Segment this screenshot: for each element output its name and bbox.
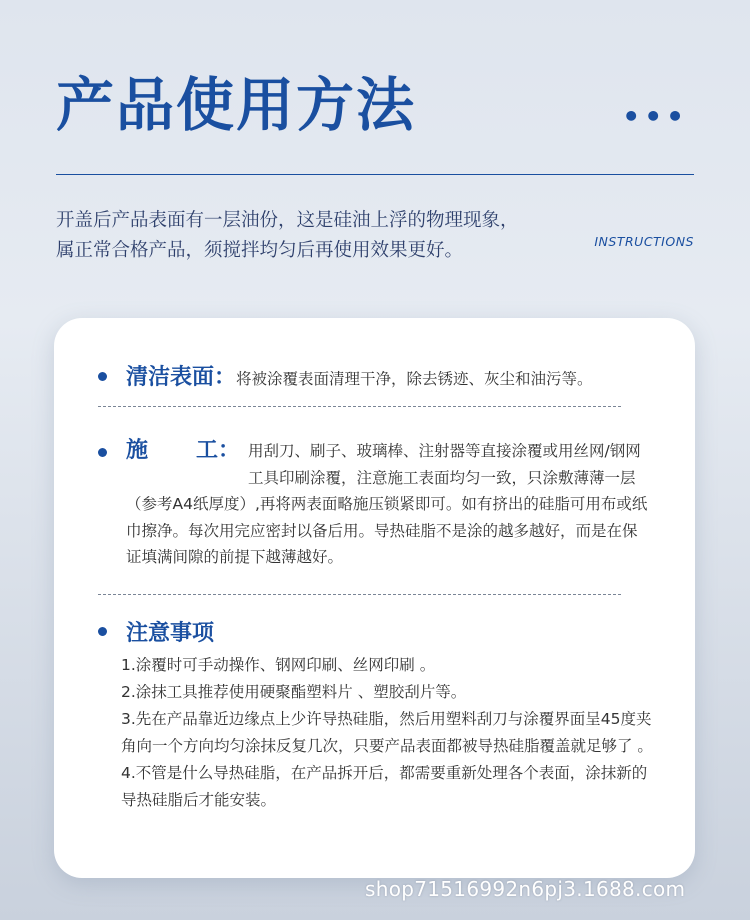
- section-divider: [98, 406, 621, 407]
- section-title: [126, 436, 240, 466]
- section-title-part: 施: [126, 438, 149, 463]
- notes-list: [121, 652, 657, 814]
- title-divider: [56, 174, 694, 175]
- section-title: 清洁表面：: [126, 365, 237, 390]
- bullet-icon: [98, 448, 107, 457]
- section-divider: [98, 594, 621, 595]
- list-item: 1.涂覆时可手动操作、钢网印刷、丝网印刷 。: [121, 656, 436, 674]
- bullet-icon: [98, 627, 107, 636]
- instructions-card: [54, 318, 695, 878]
- intro-line: 属正常合格产品，须搅拌均匀后再使用效果更好。: [56, 240, 464, 261]
- list-item: 3.先在产品靠近边缘点上少许导热硅脂，然后用塑料刮刀与涂覆界面呈45度夹角向一个方向均匀涂抹反复几次，只要产品表面都被导热硅脂覆盖就足够了 。: [121, 710, 653, 755]
- instructions-label: INSTRUCTIONS: [594, 234, 694, 249]
- list-item: 2.涂抹工具推荐使用硬聚酯塑料片 、塑胶刮片等。: [121, 683, 467, 701]
- intro-line: 开盖后产品表面有一层油份，这是硅油上浮的物理现象，: [56, 210, 519, 231]
- shop-watermark: shop71516992n6pj3.1688.com: [365, 877, 686, 901]
- bullet-icon: [98, 372, 107, 381]
- section-title: 注意事项: [126, 621, 215, 646]
- page-title: 产品使用方法: [56, 71, 417, 139]
- section-title-part: 工：: [196, 438, 241, 463]
- more-dots-icon: •••: [622, 100, 688, 133]
- section-body: 用刮刀、刷子、玻璃棒、注射器等直接涂覆或用丝网/钢网工具印刷涂覆，注意施工表面均匀一致，只涂敷薄薄一层（参考A4纸厚度）,再将两表面略施压锁紧即可。如有挤出的硅脂可用布或纸巾擦净。每次用完应密封以备后用。导热硅脂不是涂的越多越好，而是在保证填满间隙的前提下越薄越好。: [126, 442, 648, 566]
- section-body: 将被涂覆表面清理干净，除去锈迹、灰尘和油污等。: [236, 370, 593, 388]
- intro-text: [56, 206, 576, 266]
- list-item: 4.不管是什么导热硅脂，在产品拆开后，都需要重新处理各个表面，涂抹新的导热硅脂后才能安装。: [121, 764, 648, 809]
